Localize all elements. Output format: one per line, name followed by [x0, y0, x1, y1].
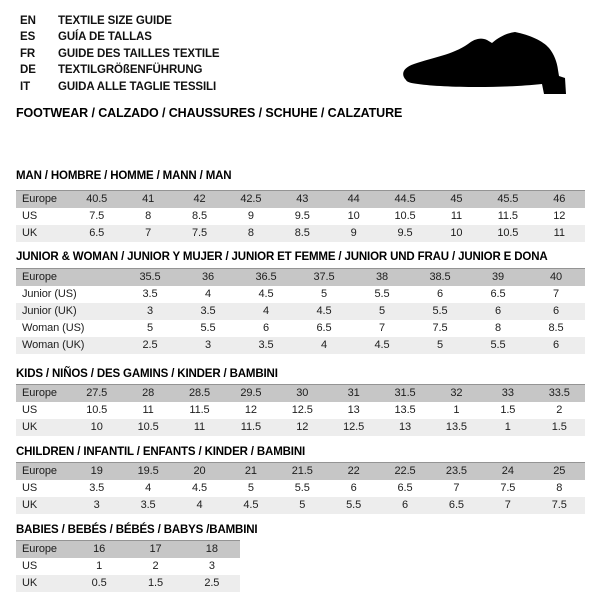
table-row-uk: [16, 225, 585, 242]
size-cell: 19: [90, 465, 103, 477]
size-cell: 4.5: [374, 339, 390, 351]
language-code: EN: [20, 15, 36, 27]
size-cell: 11.5: [189, 404, 210, 416]
size-cell: 5.5: [294, 482, 310, 494]
row-label: UK: [22, 421, 38, 433]
size-cell: 6: [552, 339, 560, 351]
row-label: Woman (UK): [22, 339, 85, 351]
language-code: IT: [20, 80, 31, 93]
section-title: BABIES / BEBÉS / BÉBÉS / BABYS /BAMBINI: [16, 524, 258, 536]
size-cell: 8: [556, 482, 563, 494]
size-cell: 45: [450, 193, 463, 205]
size-cell: 40: [549, 271, 563, 283]
size-cell: 6: [494, 305, 502, 317]
row-label: Junior (UK): [22, 305, 77, 317]
language-label: TEXTILGRÖßENFÜHRUNG: [58, 64, 203, 77]
size-cell: 5: [247, 482, 254, 494]
size-cell: 11.5: [497, 210, 518, 222]
row-label: UK: [22, 577, 38, 589]
size-cell: 43: [296, 193, 309, 205]
size-cell: 3.5: [140, 499, 156, 511]
size-cell: 5.5: [374, 288, 390, 300]
size-cell: 28: [142, 387, 155, 399]
size-cell: 8.5: [548, 322, 564, 334]
size-cell: 4.5: [316, 305, 332, 317]
table-row-woman-uk: [16, 337, 585, 354]
size-cell: 1: [453, 404, 460, 416]
table-row-europe: [16, 463, 585, 481]
section-title: MAN / HOMBRE / HOMME / MANN / MAN: [16, 170, 232, 182]
size-cell: 5: [378, 305, 386, 317]
table-row-europe: [16, 269, 585, 287]
language-label: GUIDE DES TAILLES TEXTILE: [58, 47, 220, 60]
size-cell: 13.5: [394, 404, 416, 416]
language-code: ES: [20, 31, 36, 44]
size-cell: 3: [204, 339, 212, 351]
size-cell: 11: [553, 227, 565, 239]
size-cell: 25: [553, 465, 566, 477]
size-cell: 12: [296, 421, 309, 433]
size-cell: 6: [402, 499, 409, 511]
size-cell: 9: [350, 227, 357, 239]
row-label: Europe: [22, 465, 57, 477]
size-cell: 8.5: [294, 227, 310, 239]
size-cell: 35.5: [139, 271, 161, 283]
language-code: FR: [20, 47, 36, 60]
size-cell: 33.5: [548, 387, 570, 399]
size-cell: 7: [504, 499, 511, 511]
size-cell: 30: [296, 387, 309, 399]
size-cell: 16: [93, 543, 106, 555]
size-cell: 6.5: [448, 499, 464, 511]
size-cell: 7.5: [551, 499, 567, 511]
size-cell: 5: [146, 322, 154, 334]
language-list: [20, 13, 220, 95]
language-line-en: [20, 13, 220, 29]
language-line-de: [20, 62, 220, 78]
table-row-us: [16, 480, 585, 497]
size-cell: 4: [262, 305, 270, 317]
language-line-es: [20, 29, 220, 45]
size-cell: 13: [399, 421, 412, 433]
size-cell: 8.5: [191, 210, 207, 222]
size-table: [16, 268, 585, 354]
size-cell: 1: [504, 421, 511, 433]
size-cell: 12.5: [291, 404, 313, 416]
size-cell: 44.5: [394, 193, 416, 205]
size-cell: 12: [553, 210, 566, 222]
size-cell: 6.5: [397, 482, 413, 494]
size-cell: 9.5: [294, 210, 310, 222]
size-cell: 21: [244, 465, 257, 477]
row-label: US: [22, 482, 38, 494]
row-label: UK: [22, 499, 38, 511]
size-cell: 10.5: [86, 404, 108, 416]
size-cell: 22.5: [394, 465, 416, 477]
size-cell: 10: [450, 227, 463, 239]
size-cell: 11: [142, 404, 154, 416]
size-cell: 7.5: [191, 227, 207, 239]
language-code: DE: [20, 64, 36, 77]
size-cell: 10: [90, 421, 103, 433]
size-cell: 1.5: [551, 421, 567, 433]
table-row-europe: [16, 541, 240, 559]
size-cell: 39: [491, 271, 505, 283]
size-cell: 6: [436, 288, 444, 300]
size-cell: 7.5: [500, 482, 516, 494]
size-cell: 1: [96, 560, 103, 572]
size-cell: 7.5: [432, 322, 448, 334]
size-cell: 6.5: [316, 322, 332, 334]
size-cell: 5.5: [346, 499, 362, 511]
language-label: GUIDA ALLE TAGLIE TESSILI: [58, 80, 217, 93]
row-label: Junior (US): [22, 288, 77, 300]
size-cell: 4.5: [243, 499, 259, 511]
size-cell: 8: [145, 210, 152, 222]
size-table: [16, 384, 585, 436]
size-cell: 7.5: [89, 210, 105, 222]
size-cell: 8: [494, 322, 502, 334]
size-cell: 6: [552, 305, 560, 317]
table-row-junior-uk: [16, 303, 585, 320]
table-row-us: [16, 208, 585, 225]
size-cell: 29.5: [240, 387, 262, 399]
size-cell: 9.5: [397, 227, 413, 239]
size-cell: 5: [320, 288, 328, 300]
section-title: JUNIOR & WOMAN / JUNIOR Y MUJER / JUNIOR ET FEMME / JUNIOR UND FRAU / JUNIOR E DONA: [16, 251, 548, 263]
size-cell: 6: [350, 482, 357, 494]
dress-shoe-icon: [396, 28, 578, 96]
size-cell: 23.5: [445, 465, 467, 477]
section-title: KIDS / NIÑOS / DES GAMINS / KINDER / BAMBINI: [16, 368, 278, 380]
size-cell: 3: [146, 305, 154, 317]
size-cell: 5.5: [490, 339, 506, 351]
size-cell: 18: [205, 543, 218, 555]
size-cell: 11.5: [240, 421, 261, 433]
category-title: FOOTWEAR / CALZADO / CHAUSSURES / SCHUHE / CALZATURE: [16, 106, 403, 120]
language-line-it: [20, 79, 220, 95]
row-label: US: [22, 560, 38, 572]
size-cell: 10.5: [394, 210, 416, 222]
table-row-europe: [16, 385, 585, 403]
size-cell: 10: [347, 210, 360, 222]
size-cell: 38: [375, 271, 389, 283]
size-cell: 3: [208, 560, 215, 572]
table-row-us: [16, 402, 585, 419]
size-cell: 13.5: [445, 421, 467, 433]
size-cell: 5.5: [200, 322, 216, 334]
size-cell: 6: [262, 322, 270, 334]
row-label: UK: [22, 227, 38, 239]
size-cell: 12: [244, 404, 257, 416]
size-cell: 22: [347, 465, 360, 477]
row-label: US: [22, 210, 38, 222]
table-row-europe: [16, 191, 585, 209]
size-cell: 12.5: [343, 421, 365, 433]
size-cell: 31: [347, 387, 360, 399]
size-cell: 4: [204, 288, 212, 300]
table-row-woman-us: [16, 320, 585, 337]
size-cell: 3.5: [89, 482, 105, 494]
size-cell: 2.5: [204, 577, 220, 589]
size-cell: 31.5: [394, 387, 416, 399]
size-cell: 2: [556, 404, 563, 416]
table-row-junior-us: [16, 286, 585, 303]
size-cell: 3.5: [200, 305, 216, 317]
size-cell: 32: [450, 387, 463, 399]
size-cell: 7: [453, 482, 460, 494]
size-cell: 7: [378, 322, 386, 334]
size-table: [16, 540, 240, 592]
size-cell: 38.5: [429, 271, 451, 283]
size-cell: 19.5: [137, 465, 159, 477]
row-label: Europe: [22, 387, 57, 399]
size-cell: 7: [145, 227, 152, 239]
size-cell: 3.5: [142, 288, 158, 300]
size-cell: 36: [201, 271, 215, 283]
row-label: US: [22, 404, 38, 416]
size-cell: 4.5: [258, 288, 274, 300]
size-cell: 5.5: [432, 305, 448, 317]
size-cell: 11: [193, 421, 206, 433]
row-label: Europe: [22, 271, 57, 283]
size-cell: 3.5: [258, 339, 274, 351]
size-table: [16, 462, 585, 514]
size-cell: 36.5: [255, 271, 277, 283]
size-cell: 45.5: [497, 193, 519, 205]
size-cell: 21.5: [291, 465, 313, 477]
size-cell: 2: [152, 560, 159, 572]
size-cell: 20: [193, 465, 206, 477]
section-title: CHILDREN / INFANTIL / ENFANTS / KINDER / BAMBINI: [16, 446, 306, 458]
table-row-uk: [16, 575, 240, 592]
size-cell: 0.5: [91, 577, 107, 589]
size-cell: 28.5: [188, 387, 210, 399]
size-cell: 1.5: [147, 577, 163, 589]
size-cell: 5: [436, 339, 444, 351]
size-cell: 4: [320, 339, 328, 351]
table-row-uk: [16, 419, 585, 436]
size-cell: 3: [93, 499, 100, 511]
size-cell: 4.5: [191, 482, 207, 494]
size-cell: 6.5: [89, 227, 105, 239]
size-cell: 8: [247, 227, 254, 239]
size-cell: 24: [501, 465, 514, 477]
language-label: GUÍA DE TALLAS: [58, 31, 152, 44]
size-cell: 2.5: [142, 339, 158, 351]
size-cell: 9: [247, 210, 254, 222]
size-cell: 17: [149, 543, 162, 555]
table-row-uk: [16, 497, 585, 514]
size-cell: 5: [299, 499, 306, 511]
size-cell: 11: [450, 210, 463, 222]
size-cell: 13: [347, 404, 360, 416]
size-cell: 42: [193, 193, 206, 205]
size-cell: 4: [196, 499, 203, 511]
size-cell: 41: [142, 193, 155, 205]
row-label: Europe: [22, 543, 57, 555]
size-cell: 6.5: [490, 288, 506, 300]
language-line-fr: [20, 46, 220, 62]
table-row-us: [16, 558, 240, 575]
row-label: Woman (US): [22, 322, 85, 334]
language-label: TEXTILE SIZE GUIDE: [58, 15, 172, 27]
size-cell: 40.5: [86, 193, 108, 205]
size-cell: 42.5: [240, 193, 262, 205]
size-cell: 27.5: [86, 387, 108, 399]
size-cell: 7: [552, 288, 560, 300]
size-cell: 46: [553, 193, 566, 205]
size-cell: 44: [347, 193, 360, 205]
size-table: [16, 190, 585, 242]
size-cell: 37.5: [313, 271, 335, 283]
size-cell: 4: [145, 482, 152, 494]
row-label: Europe: [22, 193, 57, 205]
size-cell: 10.5: [137, 421, 159, 433]
size-cell: 10.5: [497, 227, 519, 239]
size-cell: 33: [501, 387, 514, 399]
size-cell: 1.5: [500, 404, 516, 416]
